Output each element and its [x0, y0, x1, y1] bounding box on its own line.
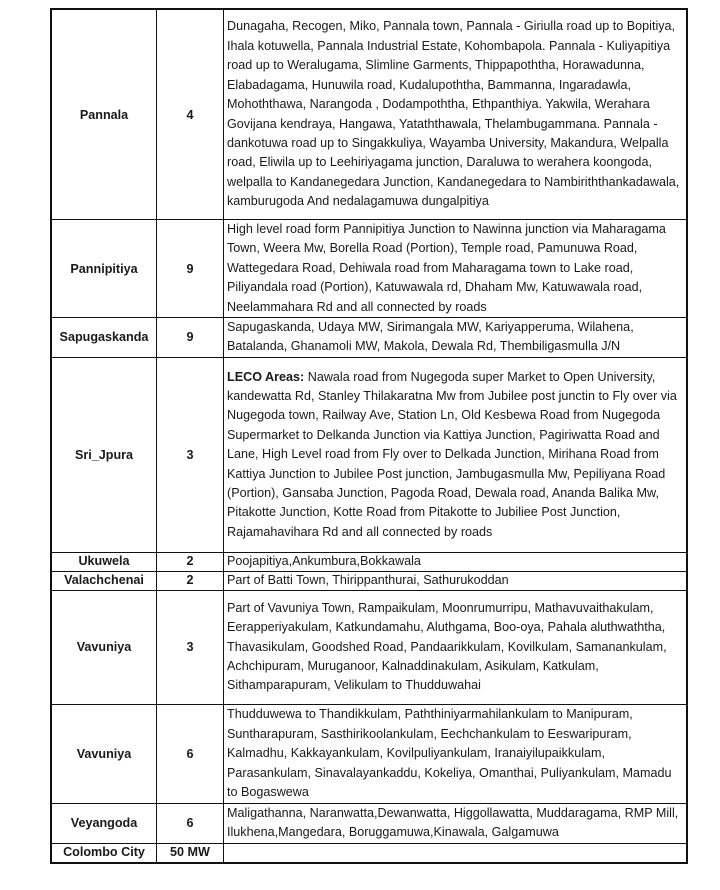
areas-description-cell: Part of Batti Town, Thirippanthurai, Sathurukoddan	[224, 571, 688, 590]
areas-description-cell: Poojapitiya,Ankumbura,Bokkawala	[224, 552, 688, 571]
group-count-cell: 9	[157, 318, 224, 358]
table-row	[51, 803, 687, 843]
group-count-cell: 3	[157, 590, 224, 704]
areas-description-cell: Sapugaskanda, Udaya MW, Sirimangala MW, Kariyapperuma, Wilahena, Batalanda, Ghanamoli MW, Makola, Dewala Rd, Thembiligasmulla J/N	[224, 318, 688, 358]
group-count-cell: 6	[157, 803, 224, 843]
table-row	[51, 357, 687, 552]
table-row	[51, 704, 687, 803]
areas-description-text: Nawala road from Nugegoda super Market to Open University, kandewatta Rd, Stanley Thilakaratna Mw from Jubilee post junctin to Fly over via Nugegoda town, Railway Ave, Station Ln, Old Kesbewa Road from Nugegoda Supermarket to Delkanda Junction via Kattiya Junction, Pagiriwatta Road and Lane, High Level road from Fly over to Delkada Junction, Mirihana Road from Kattiya Junction to Jubilee Post junction, Jambugasmulla Mw, Pepiliyana Road (Portion), Gansaba Junction, Pagoda Road, Dewala road, Ananda Balika Mw, Pitakotte Junction, Kotte Road from Pitakotte to Jubiliee Post Junction, Rajamahavihara Rd and all connected by roads	[227, 369, 677, 539]
group-count-cell: 4	[157, 9, 224, 220]
table-row	[51, 843, 687, 863]
area-cell: Vavuniya	[51, 590, 157, 704]
areas-description-cell: Maligathanna, Naranwatta,Dewanwatta, Higgollawatta, Muddaragama, RMP Mill, Ilukhena,Mangedara, Boruggamuwa,Kinawala, Galgamuwa	[224, 803, 688, 843]
areas-description-cell: High level road form Pannipitiya Junction to Nawinna junction via Maharagama Town, Weera Mw, Borella Road (Portion), Temple road, Pamunuwa Road, Wattegedara Road, Dehiwala road from Maharagama town to Lake road, Piliyandala road (Portion), Katuwawala rd, Dhaham Mw, Katuwawala road, Neelammahara Rd and all connected by roads	[224, 220, 688, 318]
group-count-cell: 6	[157, 704, 224, 803]
table-row	[51, 552, 687, 571]
areas-description-cell	[224, 843, 688, 863]
area-cell: Sapugaskanda	[51, 318, 157, 358]
table-row	[51, 220, 687, 318]
group-count-cell: 2	[157, 552, 224, 571]
area-cell: Pannala	[51, 9, 157, 220]
area-cell: Veyangoda	[51, 803, 157, 843]
table-row	[51, 318, 687, 358]
group-count-cell: 3	[157, 357, 224, 552]
areas-description-cell: Dunagaha, Recogen, Miko, Pannala town, Pannala - Giriulla road up to Bopitiya, Ihala kotuwella, Pannala Industrial Estate, Kohombapola. Pannala - Kuliyapitiya road up to Weralugama, Slimline Garments, Thippapoththa, Horawadunna, Elabadagama, Hunuwila road, Kudalupoththa, Bammanna, Ingaradawla, Mohoththawa, Narangoda , Dodampoththa, Ethpanthiya. Yakwila, Werahara Govijana kendraya, Hangawa, Yataththawala, Thelambugammana. Pannala - dankotuwa road up to Singakkuliya, Wayamba University, Makandura, Welpalla road, Eliwila up to Leehiriyagama junction, Daraluwa to werahera koongoda, welpalla to Kandanegedara Junction, Kandanegedara to Nambiriththankadawala, kamburugoda And nedalagamuwa dungalpitiya	[224, 9, 688, 220]
areas-description-cell: Thudduwewa to Thandikkulam, Paththiniyarmahilankulam to Manipuram, Suntharapuram, Sasthirikoolankulam, Eechchankulam to Eeswaripuram, Kalmadhu, Kakkayankulam, Kovilpuliyankulam, Iranaiyilupaikkulam, Parasankulam, Sinavalayankaddu, Kokeliya, Omanthai, Puliyankulam, Mamadu to Bogaswewa	[224, 704, 688, 803]
area-cell: Colombo City	[51, 843, 157, 863]
table-row	[51, 9, 687, 220]
area-cell: Valachchenai	[51, 571, 157, 590]
table-row	[51, 590, 687, 704]
area-cell: Ukuwela	[51, 552, 157, 571]
area-cell: Sri_Jpura	[51, 357, 157, 552]
group-count-cell: 50 MW	[157, 843, 224, 863]
group-count-cell: 2	[157, 571, 224, 590]
area-cell: Pannipitiya	[51, 220, 157, 318]
area-cell: Vavuniya	[51, 704, 157, 803]
leco-areas-label: LECO Areas:	[227, 369, 305, 384]
areas-description-cell: Part of Vavuniya Town, Rampaikulam, Moonrumurripu, Mathavuvaithakulam, Eerapperiyakulam, Katkundamahu, Aluthgama, Boo-oya, Pahala aluthwaththa, Thavasikulam, Goodshed Road, Pandaarikkulam, Kovilkulam, Samanankulam, Achchipuram, Muruganoor, Kalnaddinakulam, Asikulam, Katkulam, Sithamparapuram, Velikulam to Thudduwahai	[224, 590, 688, 704]
power-cut-schedule-table	[50, 8, 688, 864]
group-count-cell: 9	[157, 220, 224, 318]
table-row	[51, 571, 687, 590]
areas-description-cell	[224, 357, 688, 552]
